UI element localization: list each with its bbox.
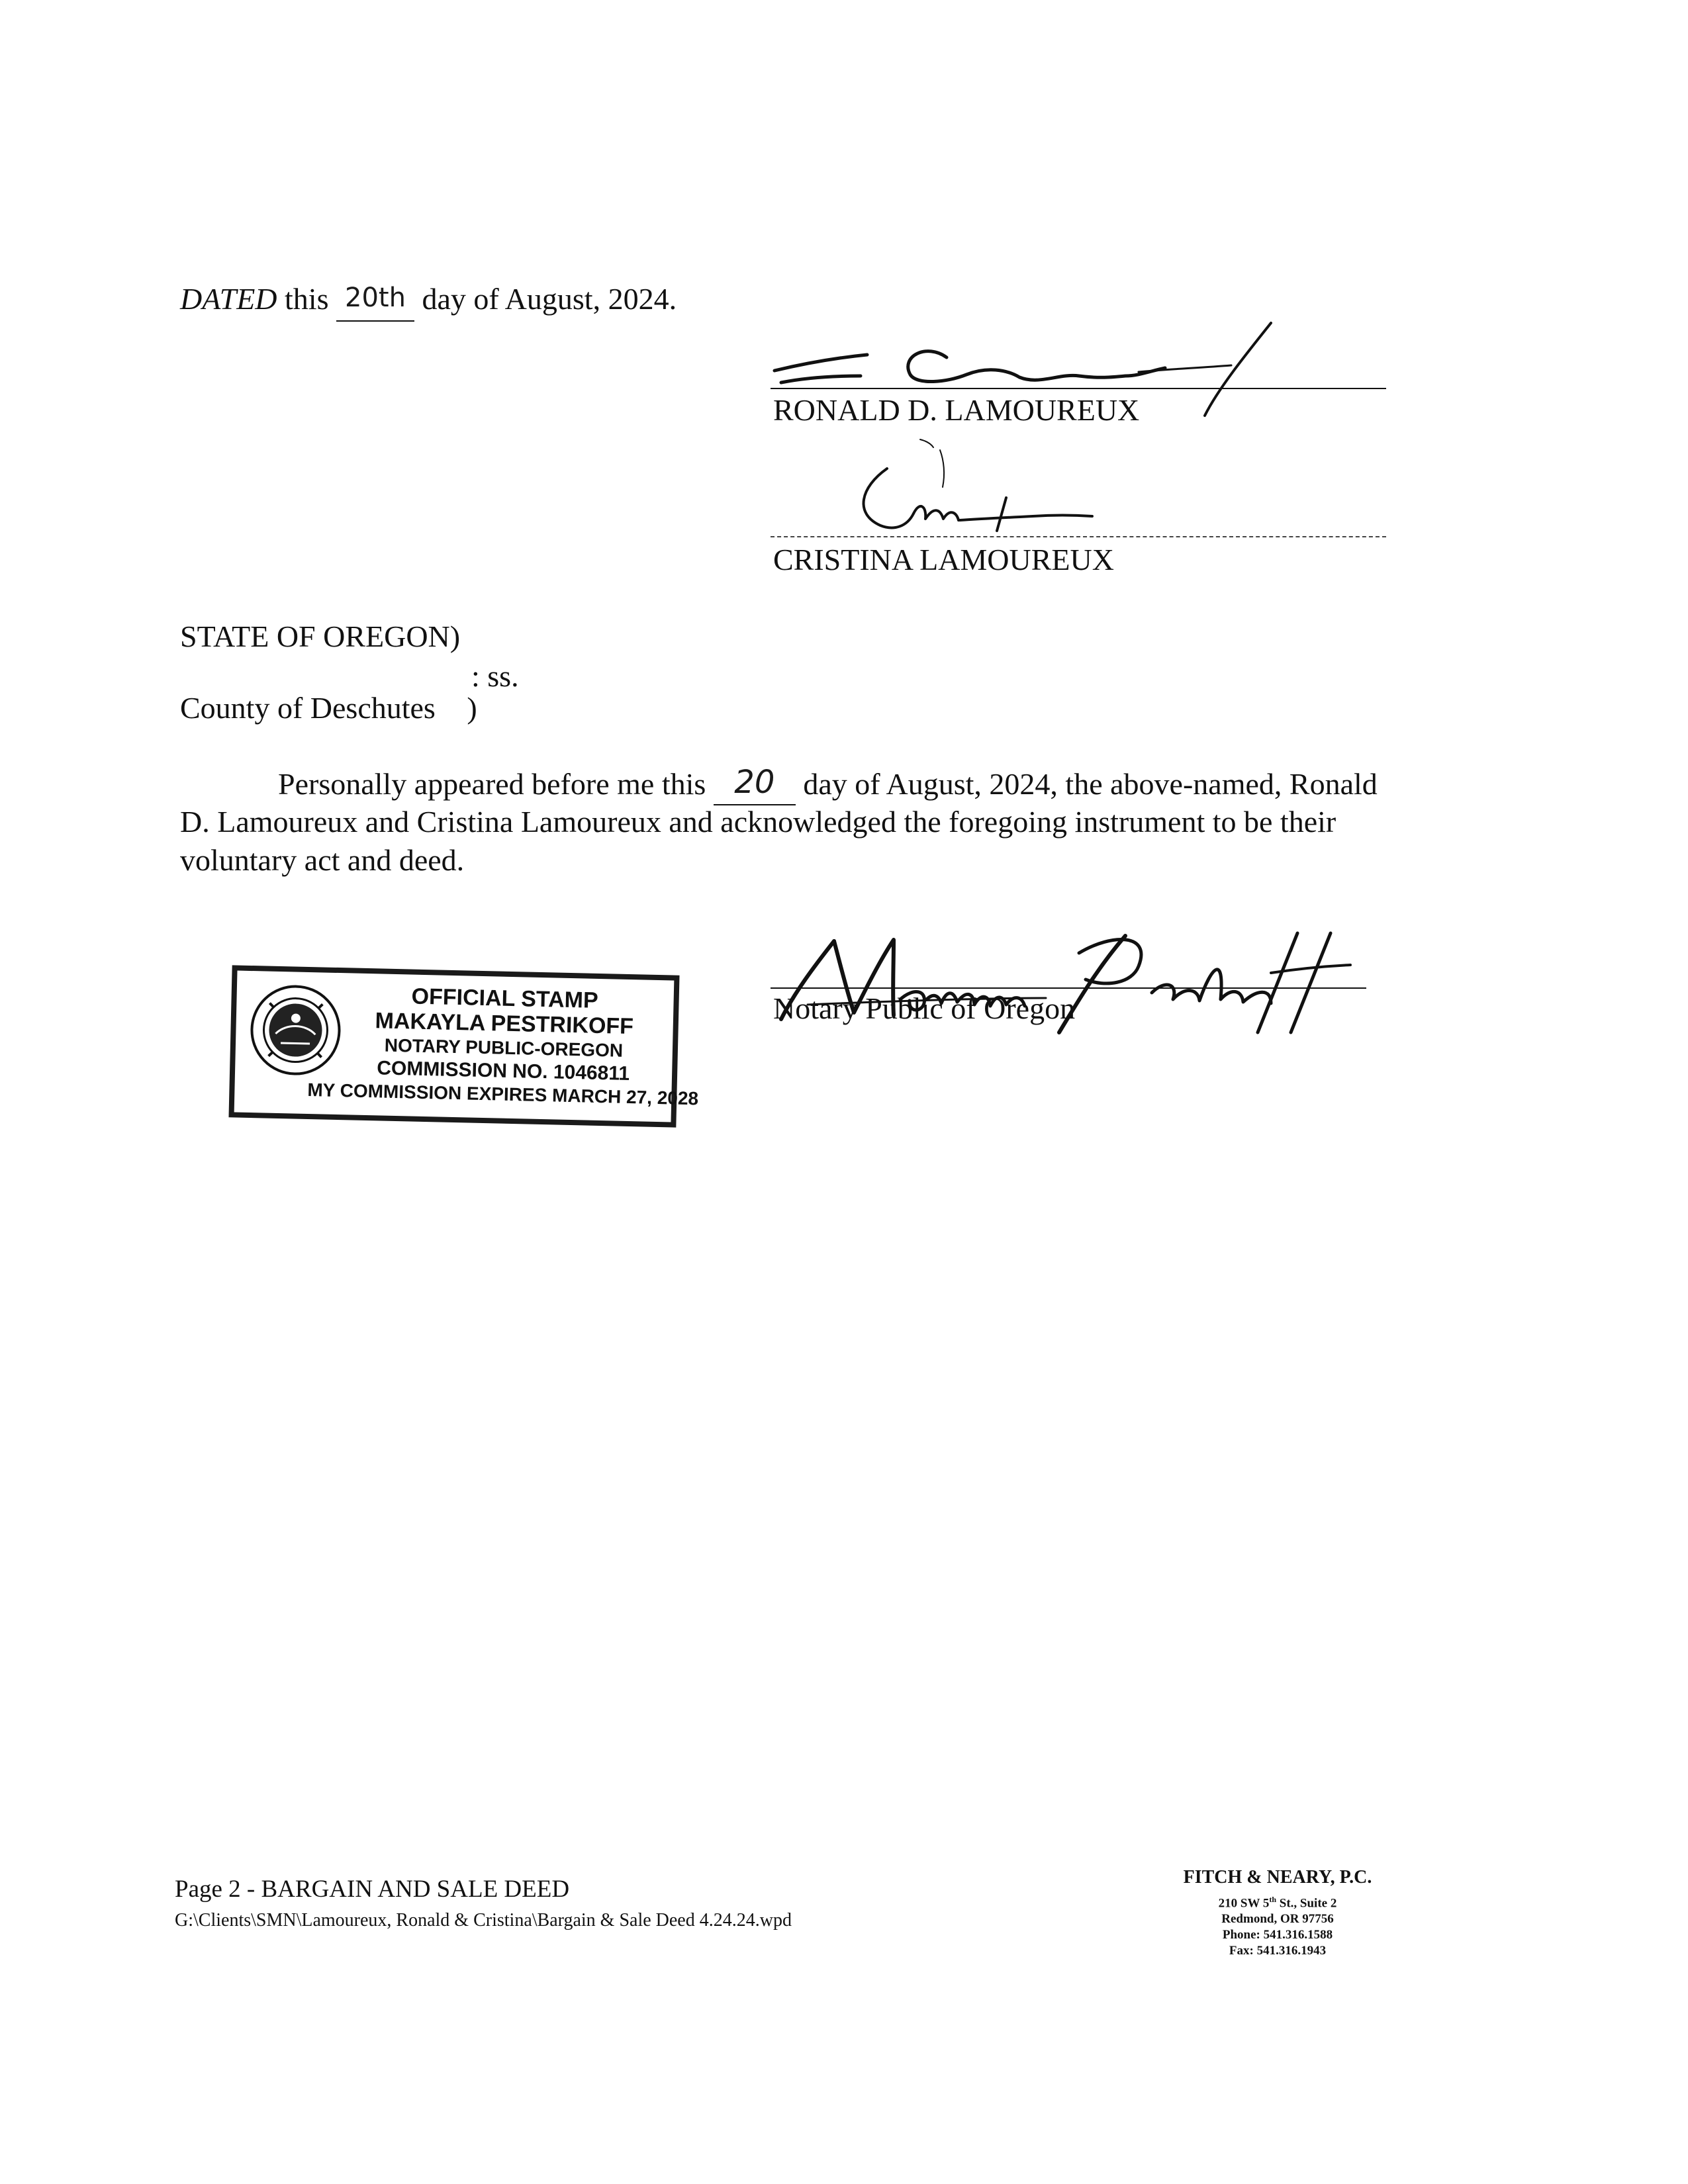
firm-address-1 xyxy=(1125,1891,1430,1911)
notary-title: Notary Public of Oregon xyxy=(773,991,1076,1025)
firm-name: FITCH & NEARY, P.C. xyxy=(1183,1867,1372,1888)
dated-line xyxy=(180,279,677,322)
venue-county-name: County of Deschutes xyxy=(180,691,436,725)
firm-address-1-suffix: St., Suite 2 xyxy=(1276,1896,1337,1911)
footer-page-label: Page 2 - BARGAIN AND SALE DEED xyxy=(175,1876,570,1903)
ack-suffix: day of August, 2024, the above-named, Ronald xyxy=(803,767,1378,801)
signer-name-ronald: RONALD D. LAMOUREUX xyxy=(773,393,1140,427)
stamp-line-2: MAKAYLA PESTRIKOFF xyxy=(375,1008,634,1040)
firm-address-1-sup: th xyxy=(1269,1895,1277,1904)
acknowledgment-line-1 xyxy=(278,764,1378,805)
stamp-line-4: COMMISSION NO. 1046811 xyxy=(376,1057,630,1085)
signature-line-ronald xyxy=(771,388,1386,389)
ack-day-blank xyxy=(714,764,796,805)
acknowledgment-line-3: voluntary act and deed. xyxy=(180,843,465,877)
signature-cristina xyxy=(847,434,1125,553)
firm-address-1-prefix: 210 SW 5 xyxy=(1218,1896,1270,1911)
footer-file-path xyxy=(175,1905,792,1933)
ack-day-handwritten: 20 xyxy=(734,764,775,801)
firm-phone: Phone: 541.316.1588 xyxy=(1222,1928,1333,1942)
dated-label: DATED xyxy=(180,282,277,316)
venue-state: STATE OF OREGON) xyxy=(180,619,461,653)
stamp-line-1: OFFICIAL STAMP xyxy=(411,983,599,1013)
signature-line-cristina xyxy=(771,536,1386,537)
signer-name-cristina: CRISTINA LAMOUREUX xyxy=(773,543,1114,576)
ack-prefix: Personally appeared before me this xyxy=(278,767,706,801)
stamp-line-5: MY COMMISSION EXPIRES MARCH 27, 2028 xyxy=(307,1079,699,1109)
footer-path-text: G:\Clients\SMN\Lamoureux, Ronald & Cristina\Bargain & Sale Deed 4.24.24.wpd xyxy=(175,1910,792,1931)
venue-county xyxy=(180,688,477,728)
dated-day-blank xyxy=(336,279,414,322)
firm-address-2: Redmond, OR 97756 xyxy=(1221,1912,1334,1927)
dated-day-handwritten: 20th xyxy=(345,283,406,313)
acknowledgment-line-2: D. Lamoureux and Cristina Lamoureux and acknowledged the foregoing instrument to be their xyxy=(180,805,1336,839)
dated-rest: day of August, 2024. xyxy=(422,282,677,316)
venue-ss: : ss. xyxy=(471,659,519,693)
stamp-line-3: NOTARY PUBLIC-OREGON xyxy=(384,1034,624,1061)
dated-this: this xyxy=(285,282,329,316)
venue-county-paren: ) xyxy=(467,691,477,725)
notary-stamp xyxy=(228,965,699,1127)
oregon-seal-icon xyxy=(248,983,343,1077)
firm-fax: Fax: 541.316.1943 xyxy=(1229,1944,1327,1958)
firm-block xyxy=(1125,1866,1430,1959)
